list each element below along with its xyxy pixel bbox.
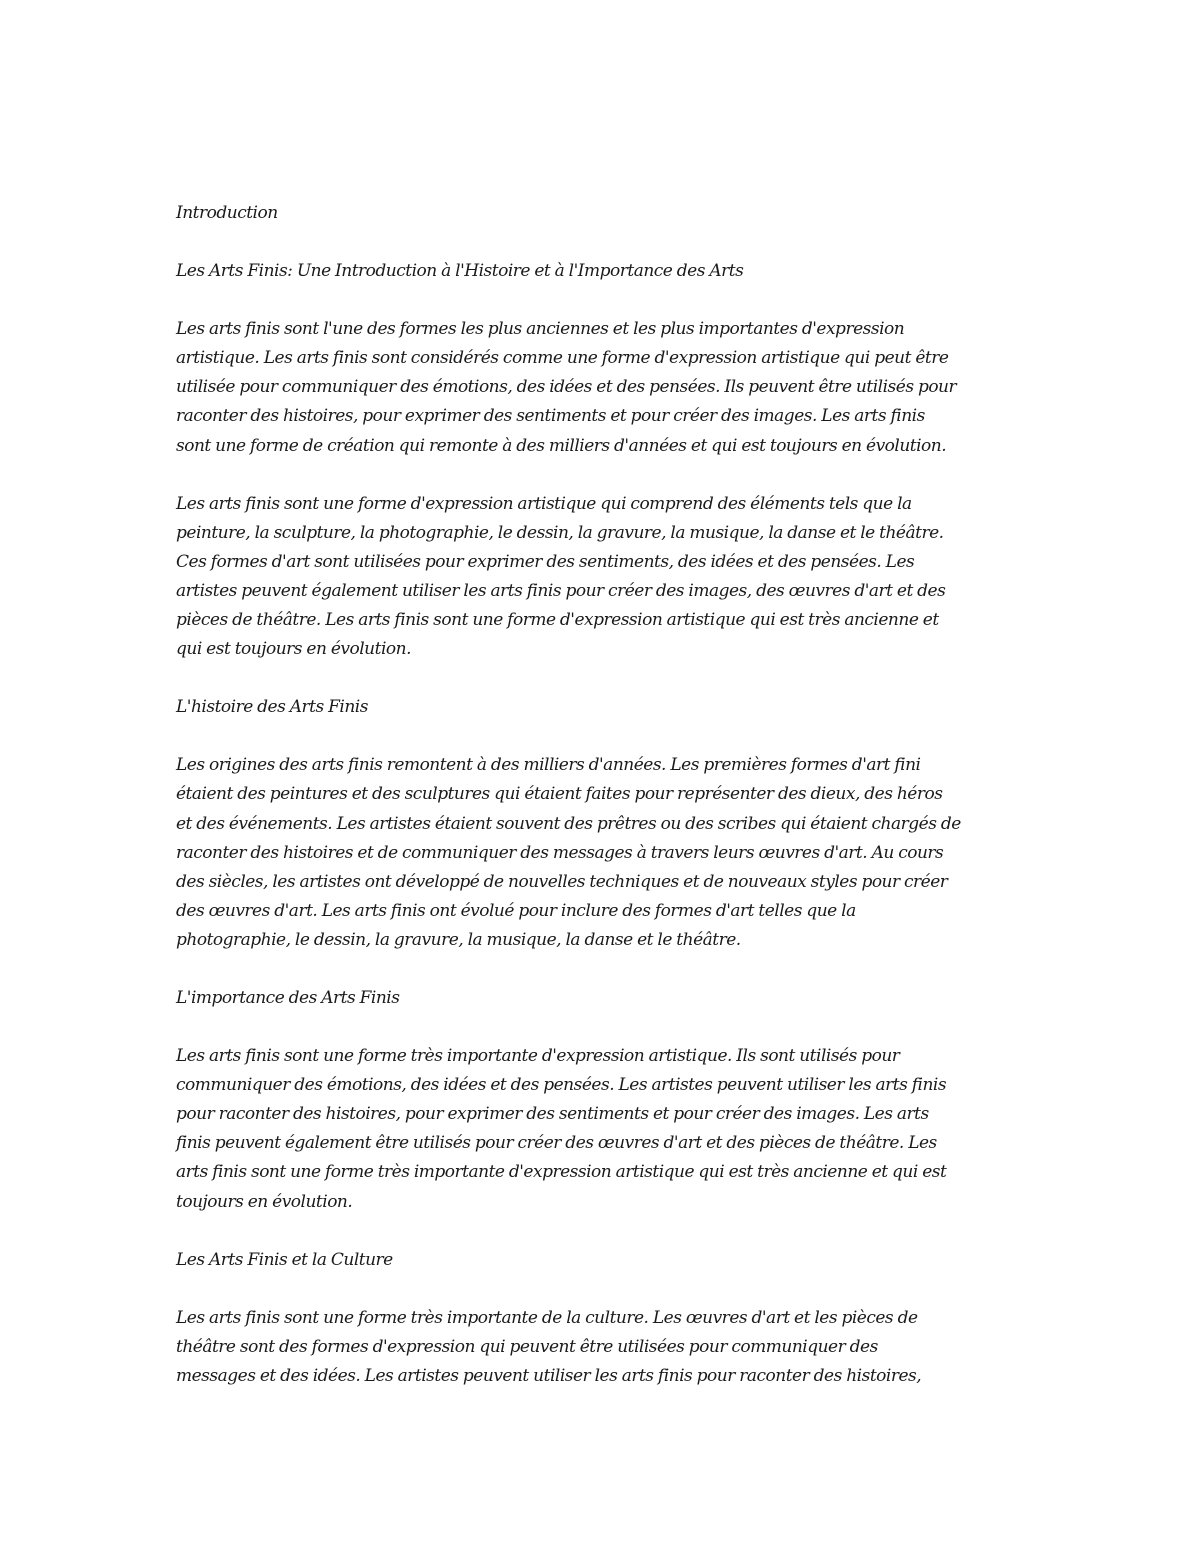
body-paragraph: Les arts finis sont une forme d'expression artistique qui comprend des éléments tels que la peinture, la sculpture, la photographie, le dessin, la gravure, la musique, la danse et le théâtre. Ces formes d'art sont utilisées pour exprimer des sentiments, des idées et des pensées. Les artistes peuvent également utiliser les arts finis pour créer des images, des œuvres d'art et des pièces de théâtre. Les arts finis sont une forme d'expression artistique qui est très ancienne et qui est toujours en évolution.	[176, 493, 946, 660]
body-paragraph: Les arts finis sont l'une des formes les plus anciennes et les plus importantes d'expression artistique. Les arts finis sont considérés comme une forme d'expression artistique qui peut être utilisée pour communiquer des émotions, des idées et des pensées. Ils peuvent être utilisés pour raconter des histoires, pour exprimer des sentiments et pour créer des images. Les arts finis sont une forme de création qui remonte à des milliers d'années et qui est toujours en évolution.	[176, 319, 957, 456]
body-paragraph: Les arts finis sont une forme très importante d'expression artistique. Ils sont utilisés pour communiquer des émotions, des idées et des pensées. Les artistes peuvent utiliser les arts finis pour raconter des histoires, pour exprimer des sentiments et pour créer des images. Les arts finis peuvent également être utilisés pour créer des œuvres d'art et des pièces de théâtre. Les arts finis sont une forme très importante d'expression artistique qui est très ancienne et qui est toujours en évolution.	[176, 1046, 947, 1212]
section-heading-importance: L'importance des Arts Finis	[176, 987, 400, 1008]
body-paragraph: Les arts finis sont une forme très importante de la culture. Les œuvres d'art et les pièces de théâtre sont des formes d'expression qui peuvent être utilisées pour communiquer des messages et des idées. Les artistes peuvent utiliser les arts finis pour raconter des histoires,	[176, 1307, 922, 1386]
section-heading-culture: Les Arts Finis et la Culture	[176, 1249, 393, 1270]
document-page	[176, 199, 1028, 1420]
document-title: Les Arts Finis: Une Introduction à l'Histoire et à l'Importance des Arts	[176, 261, 744, 282]
body-paragraph: Les origines des arts finis remontent à des milliers d'années. Les premières formes d'art fini étaient des peintures et des sculptures qui étaient faites pour représenter des dieux, des héros et des événements. Les artistes étaient souvent des prêtres ou des scribes qui étaient chargés de raconter des histoires et de communiquer des messages à travers leurs œuvres d'art. Au cours des siècles, les artistes ont développé de nouvelles techniques et de nouveaux styles pour créer des œuvres d'art. Les arts finis ont évolué pour inclure des formes d'art telles que la photographie, le dessin, la gravure, la musique, la danse et le théâtre.	[176, 755, 961, 950]
section-heading-introduction: Introduction	[176, 203, 278, 223]
section-heading-histoire: L'histoire des Arts Finis	[176, 697, 368, 718]
